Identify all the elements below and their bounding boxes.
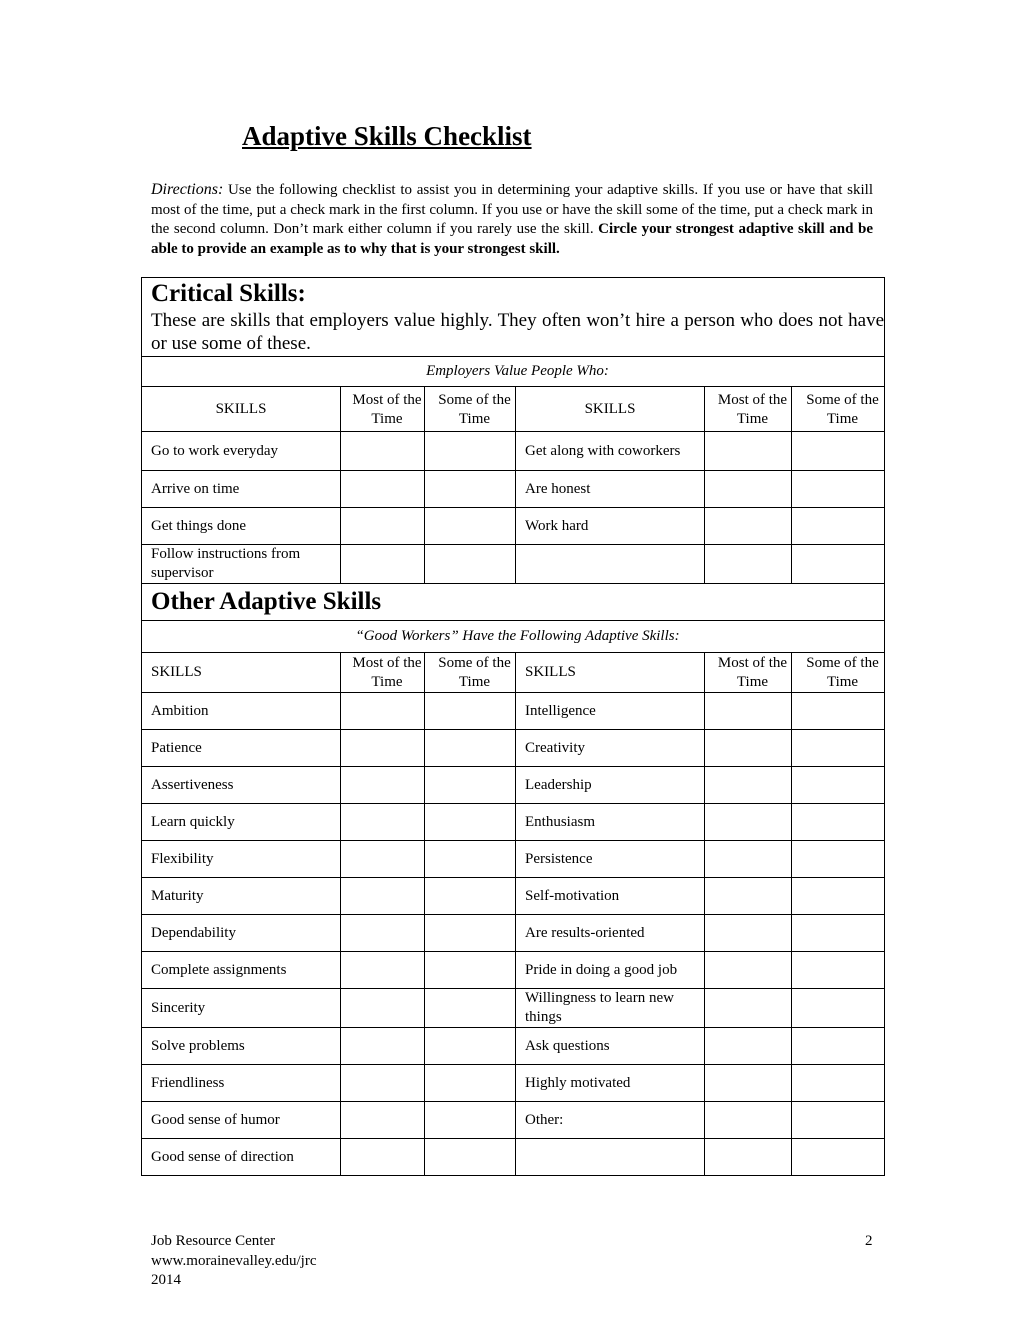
skill-name-cell: Maturity <box>142 878 341 915</box>
some-of-time-checkbox-cell[interactable] <box>425 1102 516 1139</box>
most-of-time-checkbox-cell[interactable] <box>341 730 425 767</box>
most-of-time-checkbox-cell[interactable] <box>705 841 792 878</box>
most-of-time-checkbox-cell[interactable] <box>705 804 792 841</box>
some-of-time-checkbox-cell[interactable] <box>425 432 516 471</box>
page-number: 2 <box>865 1233 873 1249</box>
most-of-time-label: Most of the Time <box>717 655 788 690</box>
skill-name-cell: Friendliness <box>142 1065 341 1102</box>
some-of-time-checkbox-cell[interactable] <box>425 841 516 878</box>
table-row <box>142 693 885 730</box>
some-of-time-checkbox-cell[interactable] <box>792 1065 885 1102</box>
directions <box>151 180 873 259</box>
skill-name-cell: Are results-oriented <box>516 915 705 952</box>
some-of-time-header <box>792 653 885 693</box>
some-of-time-checkbox-cell[interactable] <box>425 1028 516 1065</box>
most-of-time-checkbox-cell[interactable] <box>341 767 425 804</box>
page-title: Adaptive Skills Checklist <box>242 121 532 151</box>
most-of-time-checkbox-cell[interactable] <box>341 1028 425 1065</box>
skill-name-cell: Other: <box>516 1102 705 1139</box>
most-of-time-checkbox-cell[interactable] <box>341 989 425 1028</box>
footer <box>151 1232 317 1291</box>
most-of-time-checkbox-cell[interactable] <box>341 1065 425 1102</box>
most-of-time-checkbox-cell[interactable] <box>341 841 425 878</box>
some-of-time-checkbox-cell[interactable] <box>425 508 516 545</box>
most-of-time-checkbox-cell[interactable] <box>341 804 425 841</box>
most-of-time-checkbox-cell[interactable] <box>705 767 792 804</box>
most-of-time-checkbox-cell[interactable] <box>341 1102 425 1139</box>
skill-name-cell: Enthusiasm <box>516 804 705 841</box>
most-of-time-header <box>705 387 792 432</box>
skill-name-cell: Good sense of humor <box>142 1102 341 1139</box>
skill-name-cell: Learn quickly <box>142 804 341 841</box>
some-of-time-checkbox-cell[interactable] <box>792 989 885 1028</box>
other-skills-title: Other Adaptive Skills <box>151 588 382 615</box>
some-of-time-checkbox-cell[interactable] <box>792 878 885 915</box>
skill-name-cell: Get things done <box>142 508 341 545</box>
most-of-time-checkbox-cell[interactable] <box>341 545 425 584</box>
table-row <box>142 1065 885 1102</box>
table-row <box>142 432 885 471</box>
some-of-time-checkbox-cell[interactable] <box>425 730 516 767</box>
some-of-time-checkbox-cell[interactable] <box>425 952 516 989</box>
some-of-time-header <box>425 653 516 693</box>
some-of-time-checkbox-cell[interactable] <box>425 767 516 804</box>
skill-name-cell: Intelligence <box>516 693 705 730</box>
skill-name-cell: Assertiveness <box>142 767 341 804</box>
some-of-time-checkbox-cell[interactable] <box>792 915 885 952</box>
most-of-time-checkbox-cell[interactable] <box>705 1065 792 1102</box>
most-of-time-checkbox-cell[interactable] <box>705 989 792 1028</box>
footer-year: 2014 <box>151 1272 181 1288</box>
skill-name-cell: Good sense of direction <box>142 1139 341 1176</box>
table-row <box>142 1028 885 1065</box>
most-of-time-checkbox-cell[interactable] <box>705 1139 792 1176</box>
table-row <box>142 1139 885 1176</box>
skill-name-cell: Follow instructions from supervisor <box>142 545 341 584</box>
most-of-time-checkbox-cell[interactable] <box>705 915 792 952</box>
most-of-time-checkbox-cell[interactable] <box>341 1139 425 1176</box>
most-of-time-checkbox-cell[interactable] <box>705 508 792 545</box>
most-of-time-checkbox-cell[interactable] <box>341 508 425 545</box>
table-row <box>142 878 885 915</box>
critical-skills-description: These are skills that employers value highly. They often won’t hire a person who does not have or use some of these. <box>151 310 884 354</box>
skill-name-cell: Leadership <box>516 767 705 804</box>
some-of-time-checkbox-cell[interactable] <box>792 693 885 730</box>
critical-skills-table <box>141 277 885 584</box>
critical-skills-title: Critical Skills: <box>151 280 306 307</box>
some-of-time-checkbox-cell[interactable] <box>792 508 885 545</box>
some-of-time-checkbox-cell[interactable] <box>792 1102 885 1139</box>
skills-column-header: SKILLS <box>142 387 341 432</box>
skill-name-cell: Persistence <box>516 841 705 878</box>
skill-name-cell: Pride in doing a good job <box>516 952 705 989</box>
some-of-time-label: Some of the Time <box>438 391 511 427</box>
some-of-time-checkbox-cell[interactable] <box>425 989 516 1028</box>
skill-name-cell: Dependability <box>142 915 341 952</box>
skill-name-cell: Willingness to learn new things <box>516 989 705 1028</box>
most-of-time-checkbox-cell[interactable] <box>705 432 792 471</box>
directions-label: Directions: <box>151 181 224 198</box>
skill-name-cell: Ambition <box>142 693 341 730</box>
directions-bold-text: Circle your strongest adaptive skill and be able to provide an example as to why that is your strongest skill. <box>151 221 873 257</box>
directions-text: Use the following checklist to assist you in determining your adaptive skills. If you use or have that skill most of the time, put a check mark in the first column. If you use or have the skill some of the time, put a check mark in the second column. Don’t mark either column if you rarely use the skill. <box>151 182 873 237</box>
some-of-time-checkbox-cell[interactable] <box>425 1065 516 1102</box>
some-of-time-checkbox-cell[interactable] <box>425 804 516 841</box>
table-row <box>142 915 885 952</box>
some-of-time-checkbox-cell[interactable] <box>792 767 885 804</box>
most-of-time-checkbox-cell[interactable] <box>341 915 425 952</box>
table-row <box>142 804 885 841</box>
most-of-time-checkbox-cell[interactable] <box>341 471 425 508</box>
some-of-time-checkbox-cell[interactable] <box>792 952 885 989</box>
some-of-time-checkbox-cell[interactable] <box>792 1139 885 1176</box>
most-of-time-header <box>705 653 792 693</box>
table-row <box>142 1102 885 1139</box>
skill-name-cell: Go to work everyday <box>142 432 341 471</box>
some-of-time-header <box>792 387 885 432</box>
other-skills-table <box>141 583 885 1176</box>
skills-column-header: SKILLS <box>142 653 341 693</box>
skill-name-cell: Patience <box>142 730 341 767</box>
some-of-time-checkbox-cell[interactable] <box>792 804 885 841</box>
some-of-time-checkbox-cell[interactable] <box>425 915 516 952</box>
other-skills-subheading: “Good Workers” Have the Following Adaptive Skills: <box>142 621 885 653</box>
some-of-time-checkbox-cell[interactable] <box>792 1028 885 1065</box>
skill-name-cell: Flexibility <box>142 841 341 878</box>
table-row <box>142 730 885 767</box>
some-of-time-checkbox-cell[interactable] <box>425 693 516 730</box>
most-of-time-label: Most of the Time <box>352 655 422 690</box>
skill-name-cell: Creativity <box>516 730 705 767</box>
table-row <box>142 767 885 804</box>
most-of-time-checkbox-cell[interactable] <box>705 730 792 767</box>
some-of-time-checkbox-cell[interactable] <box>425 545 516 584</box>
skill-name-cell: Self-motivation <box>516 878 705 915</box>
skills-column-header: SKILLS <box>516 653 705 693</box>
skill-name-cell: Sincerity <box>142 989 341 1028</box>
table-row <box>142 471 885 508</box>
skill-name-cell: Highly motivated <box>516 1065 705 1102</box>
skill-name-cell: Work hard <box>516 508 705 545</box>
some-of-time-label: Some of the Time <box>438 655 511 690</box>
most-of-time-checkbox-cell[interactable] <box>705 1102 792 1139</box>
some-of-time-label: Some of the Time <box>806 655 879 690</box>
most-of-time-checkbox-cell[interactable] <box>705 693 792 730</box>
other-skills-header <box>142 584 885 621</box>
most-of-time-header <box>341 653 425 693</box>
table-row <box>142 989 885 1028</box>
some-of-time-label: Some of the Time <box>806 391 879 427</box>
most-of-time-checkbox-cell[interactable] <box>341 693 425 730</box>
most-of-time-header <box>341 387 425 432</box>
critical-skills-subheading: Employers Value People Who: <box>142 357 885 387</box>
skill-name-cell: Arrive on time <box>142 471 341 508</box>
some-of-time-checkbox-cell[interactable] <box>792 545 885 584</box>
some-of-time-checkbox-cell[interactable] <box>425 878 516 915</box>
some-of-time-checkbox-cell[interactable] <box>792 471 885 508</box>
most-of-time-checkbox-cell[interactable] <box>341 952 425 989</box>
table-row <box>142 841 885 878</box>
some-of-time-checkbox-cell[interactable] <box>425 471 516 508</box>
most-of-time-checkbox-cell[interactable] <box>705 471 792 508</box>
skill-name-cell: Are honest <box>516 471 705 508</box>
most-of-time-checkbox-cell[interactable] <box>341 878 425 915</box>
footer-organization: Job Resource Center <box>151 1233 276 1249</box>
most-of-time-checkbox-cell[interactable] <box>705 952 792 989</box>
table-row <box>142 545 885 584</box>
skills-column-header: SKILLS <box>516 387 705 432</box>
most-of-time-label: Most of the Time <box>717 391 788 427</box>
critical-skills-rows <box>142 432 885 584</box>
most-of-time-checkbox-cell[interactable] <box>705 1028 792 1065</box>
footer-website: www.morainevalley.edu/jrc <box>151 1252 317 1269</box>
critical-skills-header <box>142 278 885 357</box>
some-of-time-checkbox-cell[interactable] <box>792 432 885 471</box>
most-of-time-checkbox-cell[interactable] <box>705 545 792 584</box>
skill-name-cell <box>516 1139 705 1176</box>
some-of-time-header <box>425 387 516 432</box>
skill-name-cell <box>516 545 705 584</box>
most-of-time-checkbox-cell[interactable] <box>341 432 425 471</box>
some-of-time-checkbox-cell[interactable] <box>792 841 885 878</box>
table-row <box>142 508 885 545</box>
some-of-time-checkbox-cell[interactable] <box>792 730 885 767</box>
other-skills-rows <box>142 693 885 1176</box>
skill-name-cell: Complete assignments <box>142 952 341 989</box>
most-of-time-label: Most of the Time <box>352 391 422 427</box>
skill-name-cell: Get along with coworkers <box>516 432 705 471</box>
some-of-time-checkbox-cell[interactable] <box>425 1139 516 1176</box>
most-of-time-checkbox-cell[interactable] <box>705 878 792 915</box>
skill-name-cell: Solve problems <box>142 1028 341 1065</box>
table-row <box>142 952 885 989</box>
skill-name-cell: Ask questions <box>516 1028 705 1065</box>
